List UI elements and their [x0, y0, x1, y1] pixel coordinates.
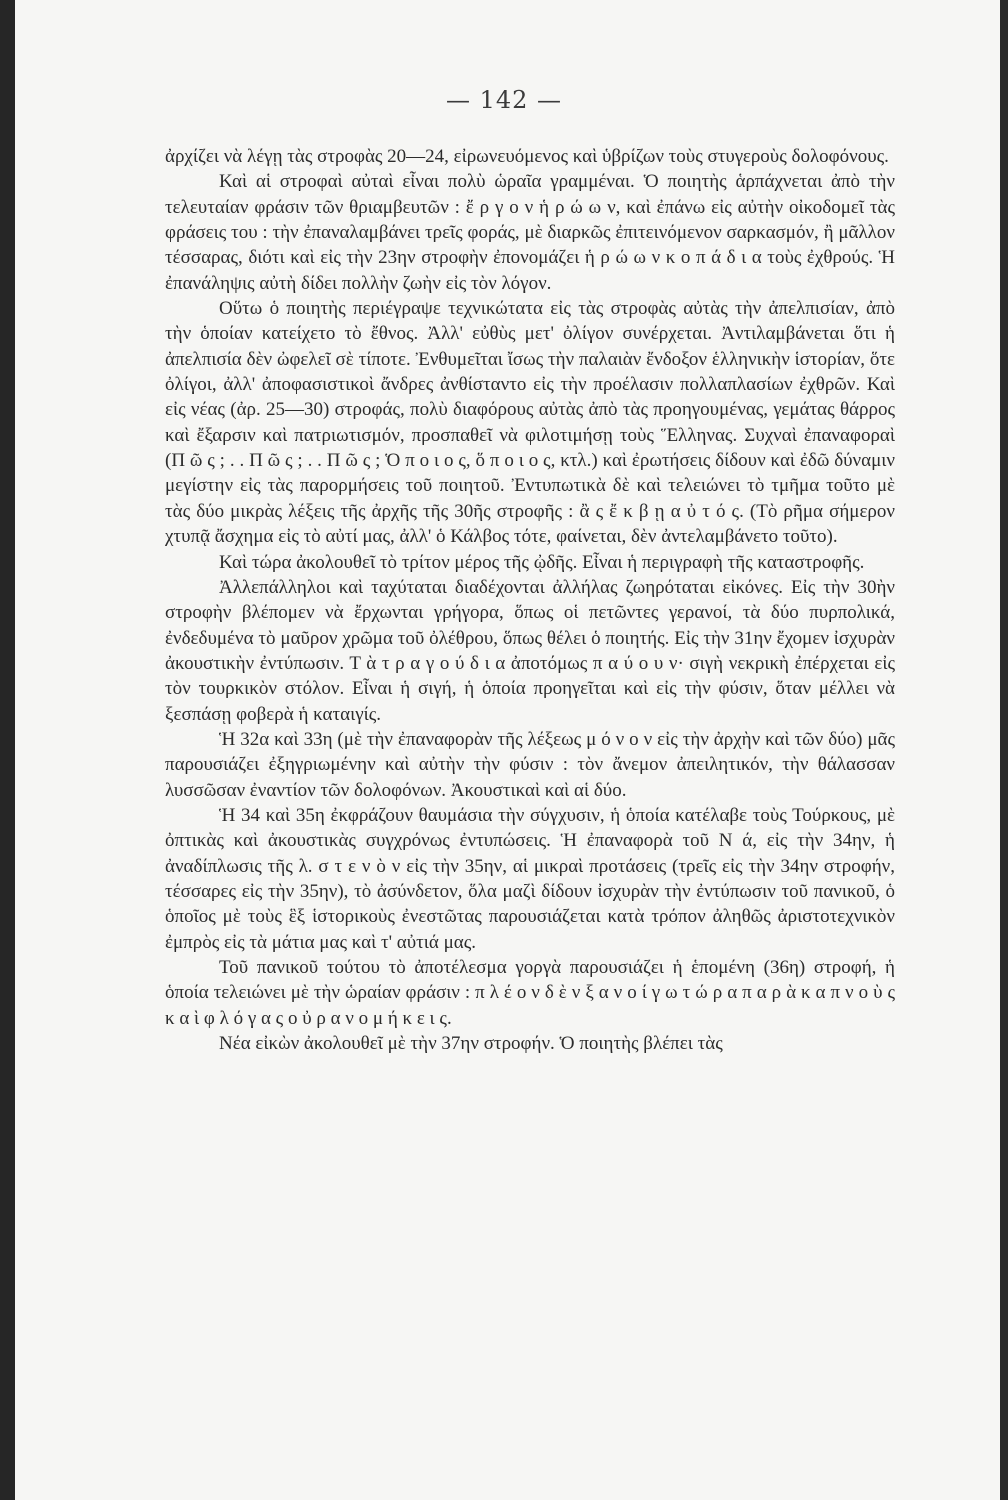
paragraph: Νέα εἰκὼν ἀκολουθεῖ μὲ τὴν 37ην στροφήν. Ὁ ποιητὴς βλέπει τὰς: [219, 1033, 723, 1055]
paragraph: Καὶ τώρα ἀκολουθεῖ τὸ τρίτον μέρος τῆς ᾠδῆς. Εἶναι ἡ περιγραφὴ τῆς καταστροφῆς.: [219, 551, 865, 573]
paragraph: Ἡ 32α καὶ 33η (μὲ τὴν ἐπαναφορὰν τῆς λέξεως μ ό ν ο ν εἰς τὴν ἀρχὴν καὶ τῶν δύο) μᾶς παρουσιάζει ἐξηγριωμένην καὶ αὐτὴν τὴν φύσιν : τὸν ἄνεμον ἀπειλητικόν, τὴν θάλασσαν λυσσῶσαν ἐναντίον τῶν δολοφόνων. Ἀκουστικαὶ καὶ αἱ δύο.: [165, 728, 895, 801]
paragraph: Τοῦ πανικοῦ τούτου τὸ ἀποτέλεσμα γοργὰ παρουσιάζει ἡ ἑπομένη (36η) στροφή, ἡ ὁποία τελειώνει μὲ τὴν ὡραίαν φράσιν : π λ έ ο ν δ ὲ ν ξ α ν ο ί γ ω τ ώ ρ α π α ρ ὰ κ α π ν ο ὺ ς κ α ὶ φ λ ό γ α ς ο ὐ ρ α ν ο μ ή κ ε ι ς.: [165, 957, 895, 1029]
paragraph: Ἀλλεπάλληλοι καὶ ταχύταται διαδέχονται ἀλλήλας ζωηρόταται εἰκόνες. Εἰς τὴν 30ὴν στροφὴν βλέπομεν νὰ ἔρχωνται γρήγορα, ὅπως οἱ πετῶντες γερανοί, τὰ δύο πυρπολικά, ἐνδεδυμένα τὸ μαῦρον χρῶμα τοῦ ὀλέθρου, ὅπως θέλει ὁ ποιητής. Εἰς τὴν 31ην ἔχομεν ἰσχυρὰν ἀκουστικὴν ἐντύπωσιν. Τ ὰ τ ρ α γ ο ύ δ ι α ἀποτόμως π α ύ ο υ ν· σιγὴ νεκρικὴ ἐπέρχεται εἰς τὸν τουρκικὸν στόλον. Εἶναι ἡ σιγή, ἡ ὁποία προηγεῖται καὶ εἰς τὴν φύσιν, ὅταν μέλλει νὰ ξεσπάσῃ φοβερὰ ἡ καταιγίς.: [165, 576, 895, 725]
paragraph-continuation: ἀρχίζει νὰ λέγῃ τὰς στροφὰς 20—24, εἰρωνευόμενος καὶ ὑβρίζων τοὺς στυγεροὺς δολοφόνους.: [165, 146, 889, 167]
paragraph: Καὶ αἱ στροφαὶ αὐταὶ εἶναι πολὺ ὡραῖα γραμμέναι. Ὁ ποιητὴς ἁρπάχνεται ἀπὸ τὴν τελευταίαν φράσιν τῶν θριαμβευτῶν : ἔ ρ γ ο ν ἡ ρ ώ ω ν, καὶ ἐπάνω εἰς αὐτὴν οἰκοδομεῖ τὰς φράσεις του : τὴν ἐπαναλαμβάνει τρεῖς φοράς, μὲ διαρκῶς ἐπιτεινόμενον σαρκασμόν, ἢ μᾶλλον τέσσαρας, διότι καὶ εἰς τὴν 23ην στροφὴν ἐπονομάζει ἡ ρ ώ ω ν κ ο π ά δ ι α τοὺς ἐχθρούς. Ἡ ἐπανάληψις αὐτὴ δίδει πολλὴν ζωὴν εἰς τὸν λόγον.: [165, 171, 895, 294]
paragraph: Οὕτω ὁ ποιητὴς περιέγραψε τεχνικώτατα εἰς τὰς στροφὰς αὐτὰς τὴν ἀπελπισίαν, ἀπὸ τὴν ὁποίαν κατείχετο τὸ ἔθνος. Ἀλλ' εὐθὺς μετ' ὀλίγον συνέρχεται. Ἀντιλαμβάνεται ὅτι ἡ ἀπελπισία δὲν ὠφελεῖ σὲ τίποτε. Ἐνθυμεῖται ἴσως τὴν παλαιὰν ἔνδοξον ἑλληνικὴν ἱστορίαν, ὅτε ὀλίγοι, ἀλλ' ἀποφασιστικοὶ ἄνδρες ἀνθίσταντο εἰς τὴν προέλασιν πολλαπλασίων ἐχθρῶν. Καὶ εἰς νέας (ἀρ. 25—30) στροφάς, πολὺ διαφόρους αὐτὰς ἀπὸ τὰς προηγουμένας, γεμάτας θάρρος καὶ ἔξαρσιν καὶ πατριωτισμόν, προσπαθεῖ νὰ φιλοτιμήσῃ τοὺς Ἕλληνας. Συχναὶ ἐπαναφοραὶ (Π ῶ ς ; . . Π ῶ ς ; . . Π ῶ ς ; Ὁ π ο ι ο ς, ὅ π ο ι ο ς, κτλ.) καὶ ἐρωτήσεις δίδουν καὶ ἐδῶ δύναμιν μεγίστην εἰς τὰς παρορμήσεις τοῦ ποιητοῦ. Ἐντυπωτικὰ δὲ καὶ τελειώνει τὸ τμῆμα τοῦτο μὲ τὰς δύο μικρὰς λέξεις τῆς ἀρχῆς τῆς 30ῆς στροφῆς : ἂ ς ἔ κ β ῃ α ὐ τ ό ς. (Τὸ ρῆμα σήμερον χτυπᾷ ἄσχημα εἰς τὸ αὐτί μας, ἀλλ' ὁ Κάλβος τότε, φαίνεται, δὲν ἀντελαμβάνετο τοῦτο).: [165, 298, 895, 548]
scan-right-edge: [1000, 0, 1008, 1500]
scan-left-edge: [0, 0, 15, 1500]
paragraph: Ἡ 34 καὶ 35η ἐκφράζουν θαυμάσια τὴν σύγχυσιν, ἡ ὁποία κατέλαβε τοὺς Τούρκους, μὲ ὀπτικὰς καὶ ἀκουστικὰς συγχρόνως ἐντυπώσεις. Ἡ ἐπαναφορὰ τοῦ Ν ά, εἰς τὴν 34ην, ἡ ἀναδίπλωσις τῆς λ. σ τ ε ν ὸ ν εἰς τὴν 35ην, αἱ μικραὶ προτάσεις (τρεῖς εἰς τὴν 34ην στροφήν, τέσσαρες εἰς τὴν 35ην), τὸ ἀσύνδετον, ὅλα μαζὶ δίδουν ἰσχυρὰν τὴν ἐντύπωσιν τοῦ πανικοῦ, ὁ ὁποῖος μὲ τοὺς ἓξ ἱστορικοὺς ἐνεστῶτας παρουσιάζεται κατὰ τρόπον ἀληθῶς ἀριστοτεχνικὸν ἐμπρὸς εἰς τὰ μάτια μας καὶ τ' αὐτιά μας.: [165, 804, 895, 953]
body-text: [165, 144, 895, 1056]
page-number: — 142 —: [445, 86, 563, 114]
